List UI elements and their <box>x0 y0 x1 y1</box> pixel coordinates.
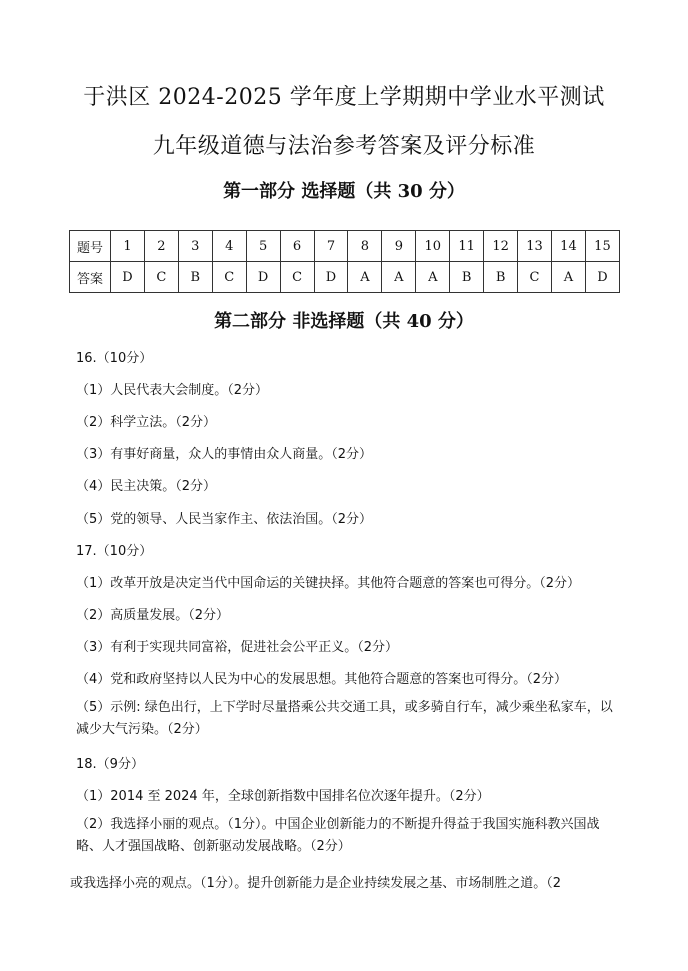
table-cell: 1 <box>111 231 145 262</box>
row-label-number: 题号 <box>70 231 111 262</box>
table-cell: 11 <box>450 231 484 262</box>
list-item: （2）我选择小丽的观点。（1分）。中国企业创新能力的不断提升得益于我国实施科教兴国战略、人才强国战略、创新驱动发展战略。（2分） <box>76 817 600 854</box>
table-cell: 6 <box>280 231 314 262</box>
table-cell: 4 <box>212 231 246 262</box>
table-cell: C <box>212 262 246 293</box>
list-item: （1）改革开放是决定当代中国命运的关键抉择。其他符合题意的答案也可得分。（2分） <box>76 576 581 591</box>
table-cell: 12 <box>484 231 518 262</box>
question-17-heading: 17.（10分） <box>76 544 153 559</box>
table-cell: D <box>111 262 145 293</box>
list-item: 或我选择小亮的观点。（1分）。提升创新能力是企业持续发展之基、市场制胜之道。（2 <box>70 876 562 891</box>
table-cell: C <box>518 262 552 293</box>
list-item: （1）2014 至 2024 年，全球创新指数中国排名位次逐年提升。（2分） <box>76 789 490 804</box>
table-cell: 2 <box>144 231 178 262</box>
table-cell: 9 <box>382 231 416 262</box>
document-title: 于洪区 2024-2025 学年度上学期期中学业水平测试 <box>83 85 605 110</box>
question-16-heading: 16.（10分） <box>76 351 153 366</box>
question-18-heading: 18.（9分） <box>76 757 144 772</box>
list-item: （3）有事好商量，众人的事情由众人商量。（2分） <box>76 447 373 462</box>
list-item: （5）示例: 绿色出行，上下学时尽量搭乘公共交通工具，或多骑自行车，减少乘坐私家车，以减少大气污染。（2分） <box>76 700 613 737</box>
list-item: （4）民主决策。（2分） <box>76 479 217 494</box>
table-cell: 13 <box>518 231 552 262</box>
list-item: （2）科学立法。（2分） <box>76 415 217 430</box>
list-item: （3）有利于实现共同富裕，促进社会公平正义。（2分） <box>76 640 399 655</box>
list-item: （1）人民代表大会制度。（2分） <box>76 383 269 398</box>
table-cell: D <box>246 262 280 293</box>
table-cell: 7 <box>314 231 348 262</box>
table-cell: C <box>144 262 178 293</box>
part1-heading: 第一部分 选择题（共 30 分） <box>223 181 465 202</box>
list-item: （5）党的领导、人民当家作主、依法治国。（2分） <box>76 512 373 527</box>
table-cell: 5 <box>246 231 280 262</box>
table-cell: D <box>314 262 348 293</box>
part2-heading: 第二部分 非选择题（共 40 分） <box>214 311 474 332</box>
table-cell: 10 <box>416 231 450 262</box>
table-cell: B <box>450 262 484 293</box>
table-cell: A <box>416 262 450 293</box>
table-cell: 15 <box>585 231 619 262</box>
row-label-answer: 答案 <box>70 262 111 293</box>
table-cell: A <box>382 262 416 293</box>
table-cell: B <box>484 262 518 293</box>
answer-row <box>70 262 620 293</box>
table-cell: 8 <box>348 231 382 262</box>
list-item: （4）党和政府坚持以人民为中心的发展思想。其他符合题意的答案也可得分。（2分） <box>76 672 568 687</box>
list-item: （2）高质量发展。（2分） <box>76 608 230 623</box>
table-cell: D <box>585 262 619 293</box>
question-number-row <box>70 231 620 262</box>
table-cell: 3 <box>178 231 212 262</box>
table-cell: A <box>348 262 382 293</box>
table-cell: C <box>280 262 314 293</box>
answer-table <box>69 230 620 293</box>
document-subtitle: 九年级道德与法治参考答案及评分标准 <box>152 134 536 159</box>
table-cell: B <box>178 262 212 293</box>
table-cell: A <box>551 262 585 293</box>
table-cell: 14 <box>551 231 585 262</box>
